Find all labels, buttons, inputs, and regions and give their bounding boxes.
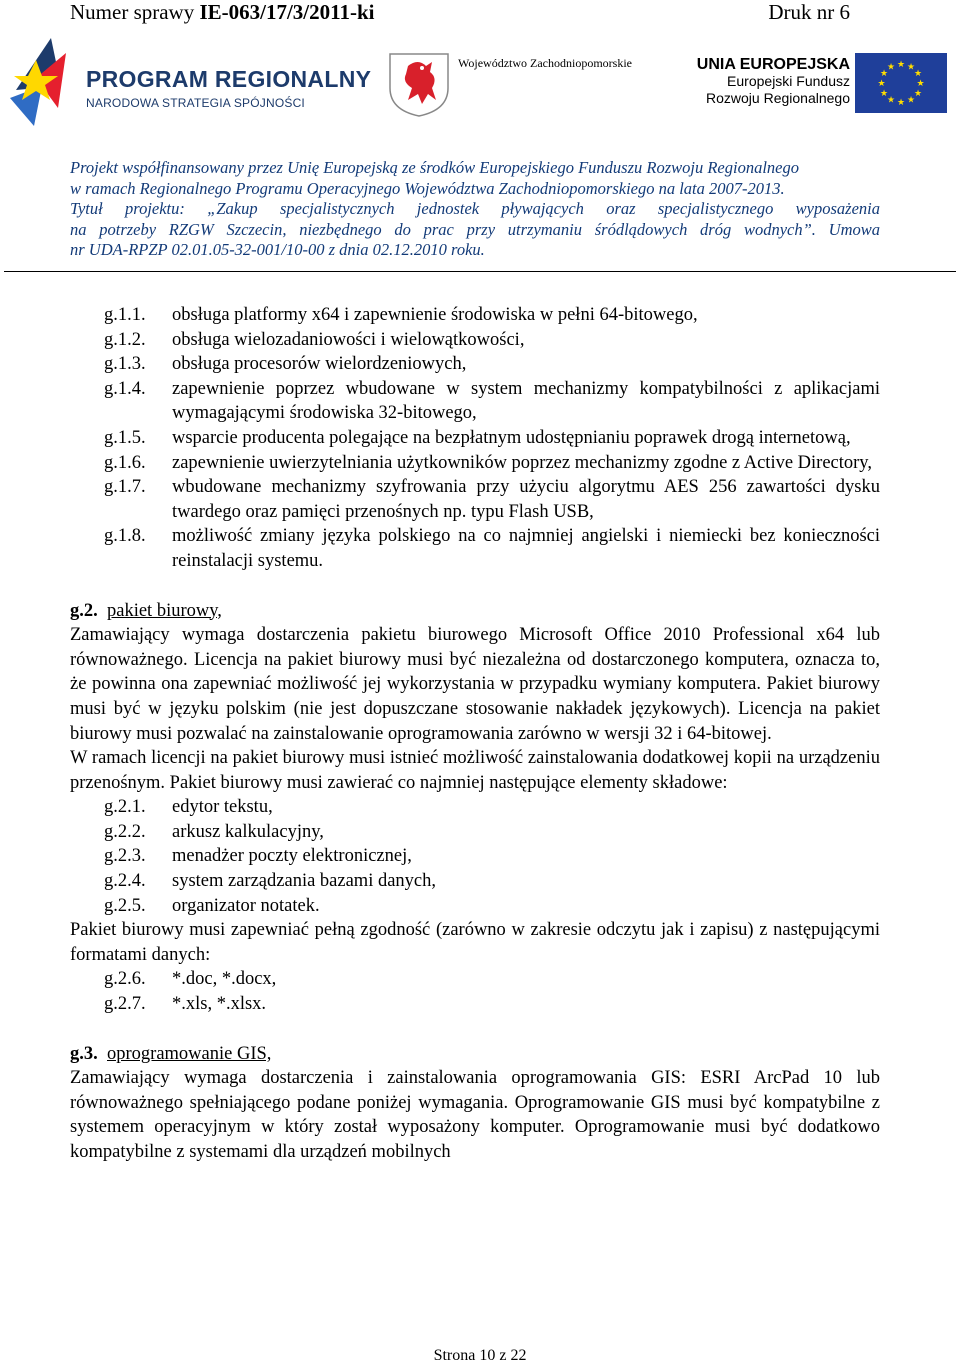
section-g3 <box>70 1042 880 1165</box>
print-number: Druk nr 6 <box>768 0 850 24</box>
svg-text:★: ★ <box>896 60 906 70</box>
project-line: Tytuł projektu: „Zakup specjalistycznych jednostek pływających oraz specjalistycznego wyposażenia <box>70 199 880 218</box>
list-item: g.1.8. możliwość zmiany języka polskiego na co najmniej angielski i niemiecki bez konieczności reinstalacji systemu. <box>104 526 880 571</box>
list-item: g.2.5. organizator notatek. <box>104 895 320 916</box>
g1-list <box>70 303 880 574</box>
program-title: PROGRAM REGIONALNY <box>86 66 372 92</box>
eu-flag-icon <box>855 53 947 113</box>
program-regionalny-emblem-icon <box>6 38 86 128</box>
project-line: nr UDA-RPZP 02.01.05-32-001/10-00 z dnia 02.12.2010 roku. <box>70 240 485 259</box>
griffin-crest-icon <box>388 52 450 118</box>
svg-text:★: ★ <box>886 95 896 106</box>
program-regionalny-logo <box>6 38 372 128</box>
eu-fund-line: Europejski Fundusz <box>727 73 850 89</box>
case-number: Numer sprawy IE-063/17/3/2011-ki <box>70 0 375 24</box>
page-number: Strona 10 z 22 <box>433 1347 527 1364</box>
list-item: g.2.1. edytor tekstu, <box>104 797 273 818</box>
list-item: g.1.4. zapewnienie poprzez wbudowane w system mechanizmy kompatybilności z aplikacjami wymagającymi środowiska 32-bitowego, <box>104 378 880 424</box>
svg-text:★: ★ <box>896 98 906 108</box>
list-item: g.2.3. menadżer poczty elektronicznej, <box>104 846 412 867</box>
list-item: g.1.1. obsługa platformy x64 i zapewnienie środowiska w pełni 64-bitowego, <box>104 305 698 325</box>
svg-text:★: ★ <box>913 69 923 79</box>
svg-text:★: ★ <box>879 69 889 79</box>
program-subtitle: NARODOWA STRATEGIA SPÓJNOŚCI <box>86 96 305 110</box>
paragraph: Pakiet biurowy musi zapewniać pełną zgodność (zarówno w zakresie odczytu jak i zapisu) z następującymi formatami danych: <box>70 920 880 965</box>
page-header <box>70 0 850 26</box>
eu-title: UNIA EUROPEJSKA <box>696 56 850 73</box>
project-line: w ramach Regionalnego Programu Operacyjnego Województwa Zachodniopomorskiego na lata 2007-2013. <box>70 178 785 198</box>
list-item: g.2.6. *.doc, *.docx, <box>104 969 277 990</box>
paragraph: Zamawiający wymaga dostarczenia pakietu biurowego Microsoft Office 2010 Professional x64 lub równoważnego. Licencja na pakiet biurowy musi być niezależna od dostarczonego komputera, oznacza to, że powinna ona zapewniać możliwość jej wykorzystania w przypadku wymiany komputera. Pakiet biurowy musi być w języku polskim (nie jest dopuszczane stosowanie nakładek językowych). Licencja na pakiet biurowy musi pozwalać na zainstalowanie oprogramowania zarówno w wersji 32 i 64-bitowej. <box>70 625 880 744</box>
section-g2 <box>70 599 880 1017</box>
svg-text:★: ★ <box>877 79 886 89</box>
list-item: g.2.2. arkusz kalkulacyjny, <box>104 821 324 842</box>
list-item: g.2.4. system zarządzania bazami danych, <box>104 871 437 892</box>
svg-text:★: ★ <box>886 62 896 73</box>
eu-text-block <box>690 56 850 107</box>
paragraph: W ramach licencji na pakiet biurowy musi istnieć możliwość zainstalowania dodatkowej kopii na urządzeniu przenośnym. Pakiet biurowy musi zawierać co najmniej następujące elementy składowe: <box>70 748 880 793</box>
section-heading: g.2. pakiet biurowy, <box>70 600 222 621</box>
svg-text:★: ★ <box>916 79 925 89</box>
voivodeship-name: Województwo Zachodniopomorskie <box>458 56 632 70</box>
svg-text:★: ★ <box>913 89 923 99</box>
list-item: g.1.3. obsługa procesorów wielordzeniowych, <box>104 354 467 375</box>
header-divider <box>4 271 956 272</box>
list-item: g.1.5. wsparcie producenta polegające na bezpłatnym udostępnianiu poprawek drogą internetową, <box>104 427 851 448</box>
svg-text:★: ★ <box>906 95 916 106</box>
eu-fund-line-2: Rozwoju Regionalnego <box>706 90 850 106</box>
list-item: g.2.7. *.xls, *.xlsx. <box>104 994 267 1015</box>
voivodeship-crest <box>388 52 450 118</box>
list-item: g.1.2. obsługa wielozadaniowości i wielowątkowości, <box>104 329 525 350</box>
project-line: Projekt współfinansowany przez Unię Europejską ze środków Europejskiego Funduszu Rozwoju Regionalnego <box>70 158 799 177</box>
section-heading: g.3. oprogramowanie GIS, <box>70 1043 272 1064</box>
project-line: na potrzeby RZGW Szczecin, niezbędnego do prac przy utrzymaniu śródlądowych dróg wodnych”. Umowa <box>70 219 880 239</box>
list-item: g.1.6. zapewnienie uwierzytelniania użytkowników poprzez mechanizmy zgodne z Active Directory, <box>104 452 872 473</box>
list-item: g.1.7. wbudowane mechanizmy szyfrowania przy użyciu algorytmu AES 256 zawartości dysku twardego oraz pamięci przenośnych np. typu Flash USB, <box>104 477 880 522</box>
project-info <box>70 158 880 261</box>
svg-text:★: ★ <box>906 62 916 73</box>
eu-flag <box>855 53 947 113</box>
paragraph: Zamawiający wymaga dostarczenia i zainstalowania oprogramowania GIS: ESRI ArcPad 10 lub równoważnego spełniającego podane poniżej wymagania. Oprogramowanie GIS musi być kompatybilne z systemem operacyjnym w który został wyposażony komputer. Oprogramowanie musi być dodatkowo kompatybilne z systemami dla urządzeń mobilnych <box>70 1068 880 1162</box>
svg-text:★: ★ <box>879 89 889 99</box>
document-body <box>70 303 880 1165</box>
